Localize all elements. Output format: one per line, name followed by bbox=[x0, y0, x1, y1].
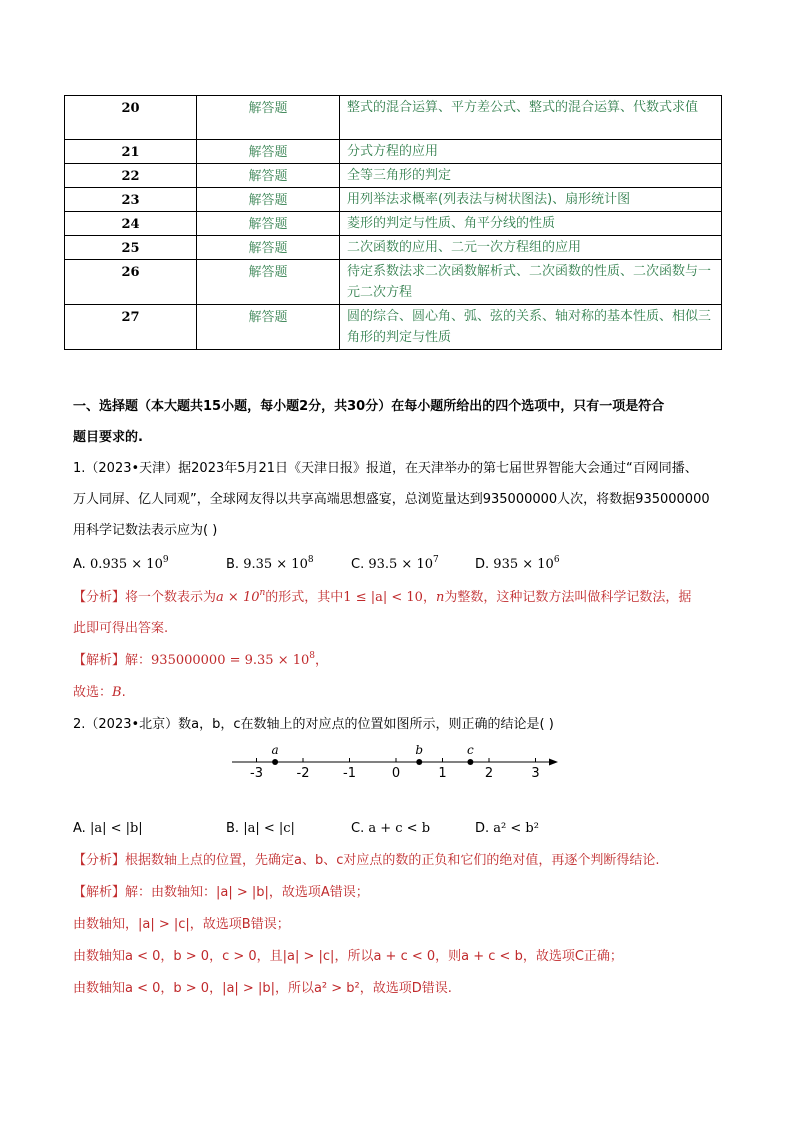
row-number: 22 bbox=[65, 164, 197, 188]
q2-option-b-text: |a| < |c| bbox=[243, 821, 295, 836]
row-type: 解答题 bbox=[197, 236, 340, 260]
q1-option-b-base: 9.35 × 10 bbox=[243, 557, 308, 572]
row-number: 27 bbox=[65, 305, 197, 350]
q1-analysis-tag: 【分析】 bbox=[73, 590, 126, 605]
row-type: 解答题 bbox=[197, 188, 340, 212]
table-row bbox=[65, 260, 722, 305]
row-type: 解答题 bbox=[197, 305, 340, 350]
q2-solution-line3: 由数轴知a < 0，b > 0，c > 0，且|a| > |c|，所以a + c < 0，则a + c < b，故选项C正确； bbox=[73, 949, 623, 964]
q1-option-d-exp: 6 bbox=[553, 555, 560, 565]
number-line-point-b bbox=[416, 759, 422, 765]
number-line-arrow-icon bbox=[549, 759, 558, 766]
row-topic: 全等三角形的判定 bbox=[340, 164, 722, 188]
q1-option-b bbox=[226, 555, 314, 575]
q1-option-d-label: D. bbox=[475, 557, 490, 572]
q1-answer bbox=[73, 683, 126, 703]
q1-option-c-label: C. bbox=[351, 557, 365, 572]
q2-stem: 2.（2023•北京）数a，b，c在数轴上的对应点的位置如图所示，则正确的结论是( ) bbox=[73, 717, 554, 732]
number-line-ticks bbox=[250, 758, 540, 781]
q1-analysis-n: n bbox=[435, 590, 445, 605]
q1-option-a bbox=[73, 555, 169, 575]
q2-option-a bbox=[73, 819, 143, 839]
q1-option-a-label: A. bbox=[73, 557, 86, 572]
q2-option-d bbox=[475, 819, 539, 839]
q1-solution-formula: 935000000 = 9.35 × 10 bbox=[151, 653, 310, 668]
q1-answer-period: . bbox=[121, 685, 126, 700]
row-topic: 分式方程的应用 bbox=[340, 140, 722, 164]
q1-answer-choice: B bbox=[112, 685, 122, 700]
q1-analysis-formula-exp: n bbox=[259, 588, 266, 598]
table-row bbox=[65, 96, 722, 140]
q1-stem-line1: 1.（2023•天津）据2023年5月21日《天津日报》报道，在天津举办的第七届世界智能大会通过“百网同播、 bbox=[73, 461, 698, 476]
row-number: 21 bbox=[65, 140, 197, 164]
q2-option-d-text: a² < b² bbox=[493, 821, 539, 836]
q1-option-a-base: 0.935 × 10 bbox=[89, 557, 163, 572]
number-line-point-label: b bbox=[415, 743, 424, 757]
q1-solution-comma: ， bbox=[315, 653, 329, 668]
q2-solution-line2: 由数轴知，|a| > |c|，故选项B错误； bbox=[73, 917, 290, 932]
table-row bbox=[65, 140, 722, 164]
row-type: 解答题 bbox=[197, 96, 340, 140]
topic-table-body bbox=[65, 96, 722, 350]
q1-solution-exp: 8 bbox=[309, 651, 316, 661]
number-line-point-label: c bbox=[467, 743, 474, 757]
q1-solution bbox=[73, 651, 328, 671]
number-line-point-label: a bbox=[271, 743, 279, 757]
q1-option-d-base: 935 × 10 bbox=[493, 557, 554, 572]
row-number: 25 bbox=[65, 236, 197, 260]
section-heading-line1: 一、选择题（本大题共15小题，每小题2分，共30分）在每小题所给出的四个选项中，只有一项是符合 bbox=[73, 399, 665, 414]
number-line-tick-label: 2 bbox=[484, 766, 494, 781]
row-type: 解答题 bbox=[197, 164, 340, 188]
q2-option-a-label: A. bbox=[73, 821, 86, 836]
row-topic: 圆的综合、圆心角、弧、弦的关系、轴对称的基本性质、相似三角形的判定与性质 bbox=[340, 305, 722, 350]
number-line-tick-label: -3 bbox=[250, 766, 263, 781]
q2-option-a-text: |a| < |b| bbox=[89, 821, 143, 836]
q1-stem-line3: 用科学记数法表示应为( ) bbox=[73, 523, 218, 538]
q1-option-c bbox=[351, 555, 439, 575]
q1-analysis-line2: 此即可得出答案. bbox=[73, 621, 169, 636]
number-line-tick-label: 0 bbox=[391, 766, 401, 781]
q1-analysis-line1 bbox=[73, 588, 691, 608]
q1-option-c-exp: 7 bbox=[433, 555, 439, 565]
table-row bbox=[65, 305, 722, 350]
number-line-tick-label: -2 bbox=[296, 766, 310, 781]
q1-analysis-range: 1 ≤ |a| < 10 bbox=[343, 590, 423, 605]
q1-option-b-label: B. bbox=[226, 557, 240, 572]
q1-solution-tag: 【解析】 bbox=[73, 653, 126, 668]
section-heading-line2: 题目要求的. bbox=[73, 430, 143, 445]
row-number: 26 bbox=[65, 260, 197, 305]
q2-option-c bbox=[351, 819, 430, 839]
table-row bbox=[65, 188, 722, 212]
number-line-tick-label: -1 bbox=[343, 766, 356, 781]
row-number: 20 bbox=[65, 96, 197, 140]
row-type: 解答题 bbox=[197, 260, 340, 305]
q1-answer-prefix: 故选： bbox=[73, 685, 113, 700]
row-topic: 二次函数的应用、二元一次方程组的应用 bbox=[340, 236, 722, 260]
q1-solution-prefix: 解： bbox=[125, 653, 152, 668]
row-topic: 用列举法求概率(列表法与树状图法)、扇形统计图 bbox=[340, 188, 722, 212]
number-line-tick-label: 1 bbox=[438, 766, 447, 781]
q1-analysis-text-g: 为整数，这种记数方法叫做科学记数法，据 bbox=[444, 590, 692, 605]
q1-analysis-text-a: 将一个数表示为 bbox=[125, 590, 217, 605]
q1-analysis-text-c: 的形式，其中 bbox=[265, 590, 344, 605]
table-row bbox=[65, 212, 722, 236]
row-type: 解答题 bbox=[197, 140, 340, 164]
q1-stem-line2: 万人同屏、亿人同观”，全球网友得以共享高端思想盛宴，总浏览量达到935000000人次，将数据935000000 bbox=[73, 492, 710, 507]
number-line-point-c bbox=[467, 759, 473, 765]
q2-analysis: 【分析】根据数轴上点的位置，先确定a、b、c对应点的数的正负和它们的绝对值，再逐个判断得结论. bbox=[73, 853, 660, 868]
row-topic: 待定系数法求二次函数解析式、二次函数的性质、二次函数与一元二次方程 bbox=[340, 260, 722, 305]
topic-table bbox=[64, 95, 722, 350]
q2-solution-line4: 由数轴知a < 0，b > 0，|a| > |b|，所以a² > b²，故选项D错误. bbox=[73, 981, 452, 996]
row-number: 23 bbox=[65, 188, 197, 212]
row-number: 24 bbox=[65, 212, 197, 236]
row-topic: 菱形的判定与性质、角平分线的性质 bbox=[340, 212, 722, 236]
q1-analysis-comma: ， bbox=[422, 590, 436, 605]
number-line-point-a bbox=[272, 759, 278, 765]
q2-option-d-label: D. bbox=[475, 821, 490, 836]
row-type: 解答题 bbox=[197, 212, 340, 236]
q2-solution-line1: 【解析】解：由数轴知：|a| > |b|，故选项A错误； bbox=[73, 885, 369, 900]
q2-option-c-label: C. bbox=[351, 821, 365, 836]
q2-option-b-label: B. bbox=[226, 821, 240, 836]
number-line bbox=[226, 735, 566, 783]
row-topic: 整式的混合运算、平方差公式、整式的混合运算、代数式求值 bbox=[340, 96, 722, 140]
q1-option-b-exp: 8 bbox=[307, 555, 314, 565]
q1-option-a-exp: 9 bbox=[162, 555, 169, 565]
q2-option-b bbox=[226, 819, 295, 839]
table-row bbox=[65, 164, 722, 188]
q2-option-c-text: a + c < b bbox=[368, 821, 431, 836]
table-row bbox=[65, 236, 722, 260]
q1-option-c-base: 93.5 × 10 bbox=[368, 557, 434, 572]
number-line-tick-label: 3 bbox=[531, 766, 540, 781]
q1-option-d bbox=[475, 555, 560, 575]
q1-analysis-formula: a × 10 bbox=[216, 590, 260, 605]
